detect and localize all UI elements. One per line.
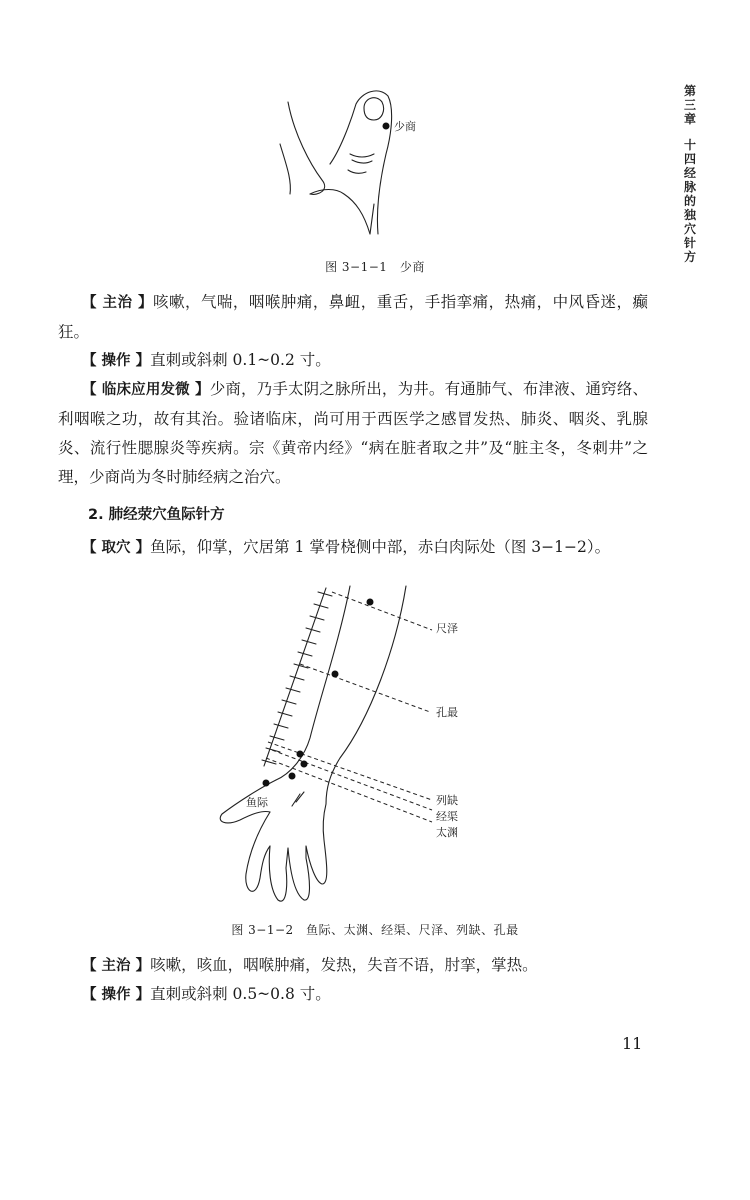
- running-head-char: 三: [683, 98, 696, 112]
- indication-text: 咳嗽，咳血，咽喉肿痛，发热，失音不语，肘挛，掌热。: [150, 956, 538, 974]
- operation-paragraph: [58, 346, 648, 376]
- running-head-char: 方: [683, 250, 696, 264]
- running-head-char: 的: [683, 194, 696, 208]
- clinical-tag: 【 临床应用发微 】: [82, 382, 210, 398]
- forearm-illustration: [200, 578, 490, 913]
- operation-paragraph: [58, 980, 648, 1010]
- section-heading: 2. 肺经荥穴鱼际针方: [88, 507, 225, 523]
- operation-text: 直刺或斜刺 0.1~0.2 寸。: [150, 351, 331, 369]
- operation-tag: 【 操作 】: [82, 987, 151, 1003]
- indication-paragraph: [58, 951, 648, 981]
- operation-text: 直刺或斜刺 0.5~0.8 寸。: [150, 985, 331, 1003]
- running-head-char: 十: [683, 138, 696, 152]
- page-number: 11: [622, 1034, 643, 1053]
- figure-caption: 图 3−1−1 少商: [325, 260, 425, 274]
- yuji-label: 鱼际: [246, 796, 268, 809]
- jingqu-label: 经渠: [436, 810, 458, 823]
- yuji-point: [263, 780, 270, 787]
- shaoshang-point: [383, 123, 390, 130]
- operation-tag: 【 操作 】: [82, 353, 151, 369]
- lieque-label: 列缺: [436, 794, 458, 807]
- figure-caption: 图 3−1−2 鱼际、太渊、经渠、尺泽、列缺、孔最: [231, 923, 519, 937]
- location-tag: 【 取穴 】: [82, 540, 151, 556]
- taiyuan-label: 太渊: [436, 826, 458, 839]
- location-text: 鱼际，仰掌，穴居第 1 掌骨桡侧中部，赤白肉际处（图 3−1−2）。: [150, 538, 611, 556]
- indication-tag: 【 主治 】: [82, 295, 153, 311]
- running-head-char: 针: [683, 236, 696, 250]
- running-head-char: 第: [683, 84, 696, 98]
- kongzui-point: [332, 671, 339, 678]
- running-head-char: 四: [683, 152, 696, 166]
- jingqu-point: [301, 761, 308, 768]
- clinical-text: 少商，乃手太阴之脉所出，为井。有通肺气、布津液、通窍络、利咽喉之功，故有其治。验诸临床，尚可用于西医学之感冒发热、肺炎、咽炎、乳腺炎、流行性腮腺炎等疾病。宗《黄帝内经》“病在脏者取之井”及“脏主冬，冬刺井”之理，少商尚为冬时肺经病之治穴。: [58, 380, 648, 486]
- lieque-point: [297, 751, 304, 758]
- shaoshang-label: 少商: [394, 120, 416, 133]
- kongzui-label: 孔最: [436, 706, 458, 719]
- running-head-char: 穴: [683, 222, 696, 236]
- thumb-illustration: [270, 84, 460, 244]
- running-head-char: 章: [683, 112, 696, 126]
- running-head-char: 独: [683, 208, 696, 222]
- location-paragraph: [58, 533, 648, 563]
- chize-label: 尺泽: [436, 622, 458, 635]
- running-head-char: 经: [683, 166, 696, 180]
- indication-tag: 【 主治 】: [82, 958, 151, 974]
- indication-paragraph: [58, 288, 648, 347]
- clinical-paragraph: [58, 375, 648, 492]
- taiyuan-point: [289, 773, 296, 780]
- running-head-char: 脉: [683, 180, 696, 194]
- chize-point: [367, 599, 374, 606]
- indication-text: 咳嗽，气喘，咽喉肿痛，鼻衄，重舌，手指挛痛，热痛，中风昏迷，癫狂。: [58, 293, 648, 341]
- running-head: [680, 84, 700, 264]
